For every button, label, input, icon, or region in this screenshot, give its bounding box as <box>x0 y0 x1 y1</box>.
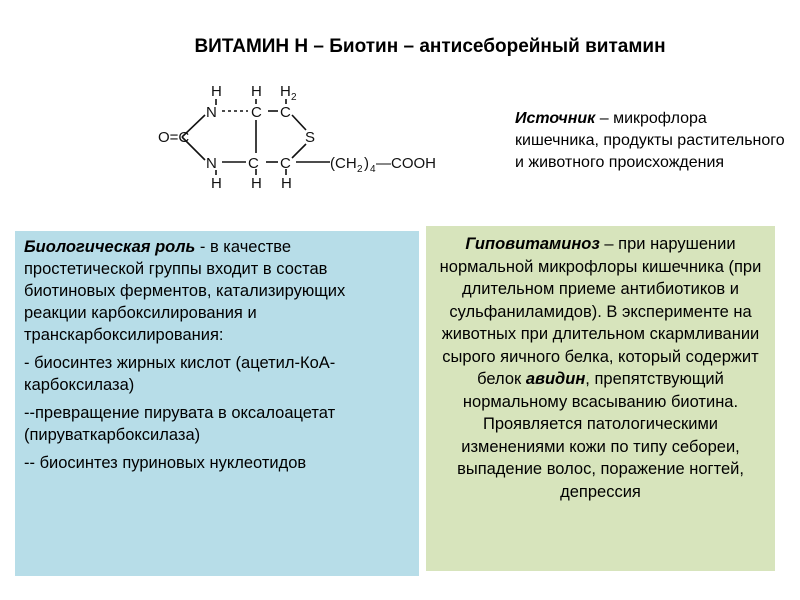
atom-c2: C <box>280 104 291 121</box>
bond-c4-s <box>292 144 306 158</box>
hypo-text-1: – при нарушении нормальной микрофлоры кишечника (при длительном приеме антибиотиков и сульфаниламидов). В эксперименте на животных при длительном скармливании сырого яичного белка, который содержит белок <box>439 235 762 388</box>
atom-h-n-top: H <box>211 83 222 100</box>
atom-h-top2: H <box>280 83 291 100</box>
atom-o: O=C <box>158 129 190 146</box>
role-item-3: -- биосинтез пуриновых нуклеотидов <box>24 454 307 472</box>
atom-c4: C <box>280 155 291 172</box>
chain-open: (CH <box>330 155 357 172</box>
atom-h-top1: H <box>251 83 262 100</box>
chain-subscript-2: 2 <box>357 164 363 175</box>
atom-h-bottom1: H <box>251 175 262 192</box>
biological-role-panel <box>15 231 419 576</box>
page-title: ВИТАМИН Н – Биотин – антисеборейный витамин <box>194 36 666 57</box>
cooh-group: —COOH <box>376 155 436 172</box>
biotin-structure-diagram <box>150 80 460 195</box>
chain-subscript-4: 4 <box>370 164 376 175</box>
role-title: Биологическая роль <box>24 238 196 256</box>
avidin-term: авидин <box>525 370 586 388</box>
atom-h-n-bottom: H <box>211 175 222 192</box>
hypo-text-2: , препятствующий нормальному всасыванию биотина. Проявляется патологическими изменениями кожи по типу себореи, выпадение волос, поражение ногтей, депрессия <box>457 370 744 501</box>
biotin-structural-formula <box>150 80 460 195</box>
role-intro-paragraph <box>24 236 409 346</box>
atom-c1: C <box>251 104 262 121</box>
atom-h2-subscript: 2 <box>291 92 297 103</box>
source-note <box>515 108 785 174</box>
role-item-1: - биосинтез жирных кислот (ацетил-КоА-карбоксилаза) <box>24 354 336 394</box>
atom-c3: C <box>248 155 259 172</box>
source-text: – микрофлора кишечника, продукты растительного и животного происхождения <box>515 110 785 171</box>
role-item-2: --превращение пирувата в оксалоацетат (пируваткарбоксилаза) <box>24 404 336 444</box>
source-title: Источник <box>515 110 596 127</box>
bond-c2-s <box>292 115 306 130</box>
atom-n-bottom: N <box>206 155 217 172</box>
hypovitaminosis-panel <box>426 226 775 571</box>
chain-close: ) <box>364 155 369 172</box>
atom-n-top: N <box>206 104 217 121</box>
hypo-title: Гиповитаминоз <box>465 235 600 253</box>
role-intro: - в качестве простетической группы входит в состав биотиновых ферментов, катализирующих реакции карбоксилирования и транскарбоксилирования: <box>24 238 346 344</box>
atom-s: S <box>305 129 316 146</box>
atom-h-bottom2: H <box>281 175 292 192</box>
